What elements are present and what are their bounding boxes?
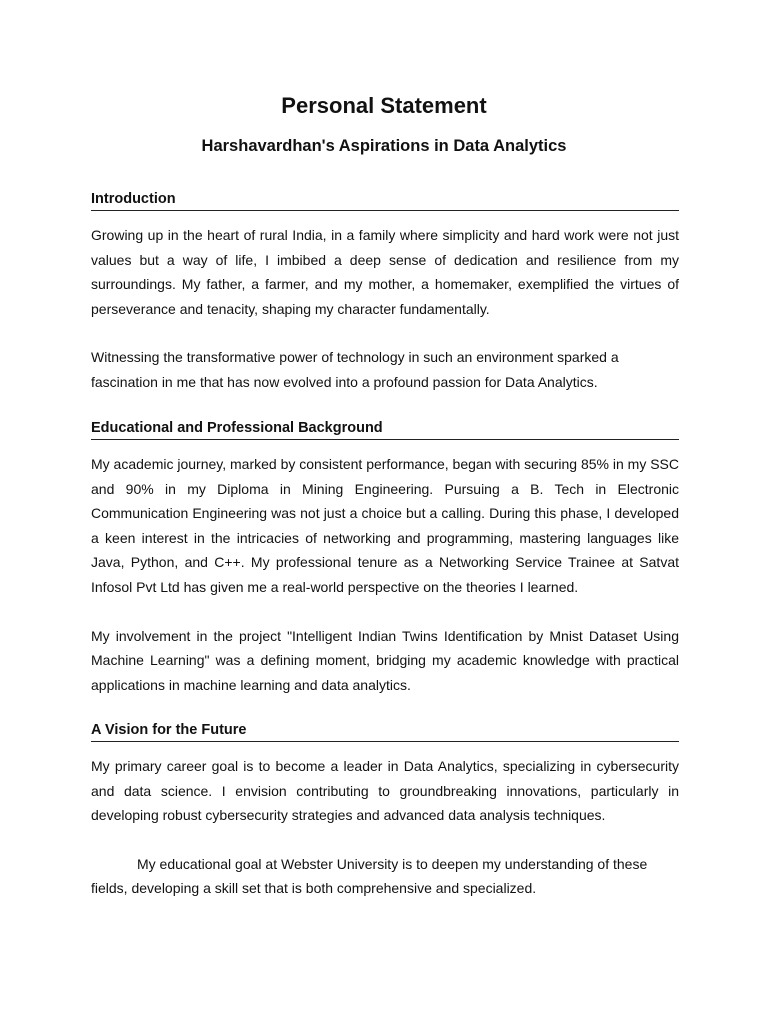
paragraph: My involvement in the project "Intelligent Indian Twins Identification by Mnist Dataset Using Machine Learning" was a defining moment, bridging my academic knowledge with practical applications in machine learning and data analytics. <box>91 627 679 693</box>
section-heading: Introduction <box>91 189 679 211</box>
section-introduction <box>91 189 679 395</box>
page-subtitle: Harshavardhan's Aspirations in Data Analytics <box>201 137 567 155</box>
page-title: Personal Statement <box>281 93 487 118</box>
section-heading: A Vision for the Future <box>91 720 679 742</box>
paragraph: Growing up in the heart of rural India, in a family where simplicity and hard work were not just values but a way of life, I imbibed a deep sense of dedication and resilience from my surroundings. My father, a farmer, and my mother, a homemaker, exemplified the virtues of perseverance and tenacity, shaping my character fundamentally. <box>91 227 679 317</box>
section-vision-future <box>91 720 679 901</box>
paragraph: My educational goal at Webster University is to deepen my understanding of these fields, developing a skill set that is both comprehensive and specialized. <box>91 855 648 897</box>
paragraph: Witnessing the transformative power of technology in such an environment sparked a fascination in me that has now evolved into a profound passion for Data Analytics. <box>91 349 619 390</box>
section-educational-background <box>91 418 679 697</box>
paragraph: My academic journey, marked by consistent performance, began with securing 85% in my SSC and 90% in my Diploma in Mining Engineering. Pursuing a B. Tech in Electronic Communication Engineering was not just a choice but a calling. During this phase, I developed a keen interest in the intricacies of networking and programming, mastering languages like Java, Python, and C++. My professional tenure as a Networking Service Trainee at Satvat Infosol Pvt Ltd has given me a real-world perspective on the theories I learned. <box>91 456 680 595</box>
section-heading: Educational and Professional Background <box>91 418 679 440</box>
paragraph: My primary career goal is to become a leader in Data Analytics, specializing in cybersecurity and data science. I envision contributing to groundbreaking innovations, particularly in developing robust cybersecurity strategies and advanced data analysis techniques. <box>91 758 679 824</box>
